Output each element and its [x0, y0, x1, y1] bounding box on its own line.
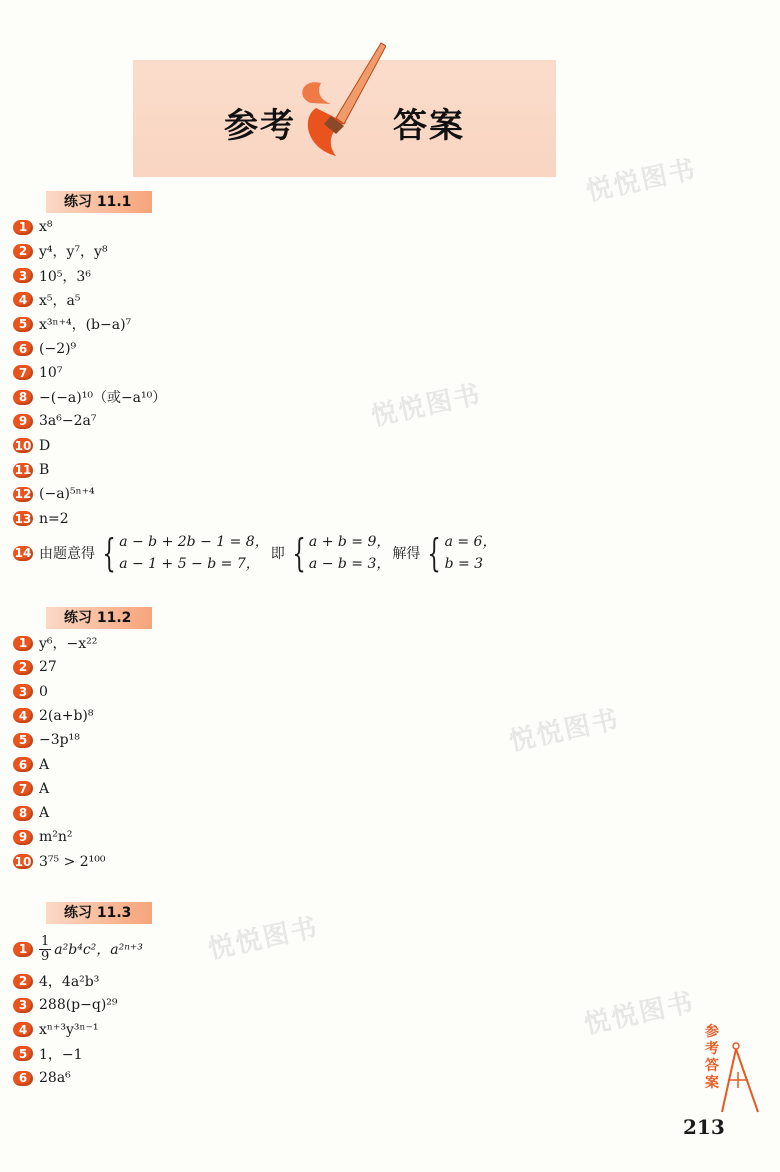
answer-number-badge: 3 [13, 268, 33, 283]
answer-text: y⁴，y⁷，y⁸ [39, 244, 108, 261]
answer-text: 28a⁶ [39, 1070, 71, 1087]
answer-text: 1，−1 [39, 1046, 83, 1063]
system-lead: 由题意得 [39, 546, 95, 562]
answer-number-badge: 8 [13, 806, 33, 821]
answer-text: 4，4a²b³ [39, 974, 100, 990]
answer-item [13, 508, 69, 530]
equation-system-1: { a − b + 2b − 1 = 8， a − 1 + 5 − b = 7， [102, 531, 269, 575]
answer-text: A [39, 756, 50, 773]
equation-line: a − b + 2b − 1 = 8， [119, 534, 269, 550]
equation-line: b = 3 [444, 556, 484, 572]
watermark: 悦悦图书 [583, 154, 700, 208]
answer-item [13, 435, 50, 457]
answer-item [13, 970, 99, 992]
answer-number-badge: 6 [13, 341, 33, 356]
compass-icon [714, 1040, 764, 1118]
answer-item [13, 656, 57, 678]
answer-text: xⁿ⁺³y³ⁿ⁻¹ [39, 1021, 99, 1038]
answer-text: A [39, 780, 50, 797]
answer-item [13, 778, 49, 800]
answer-text: 27 [39, 659, 57, 676]
answer-item [13, 289, 80, 311]
answer-number-badge: 1 [13, 942, 33, 957]
system-connector: 即 [270, 546, 285, 562]
watermark: 悦悦图书 [581, 987, 698, 1041]
answer-text: B [39, 462, 50, 478]
system-connector: 解得 [392, 546, 421, 562]
section-heading: 练习 11.2 [46, 607, 152, 629]
answer-item [13, 802, 49, 824]
answer-item [13, 1019, 99, 1041]
answer-item [13, 338, 76, 360]
answer-number-badge: 5 [13, 733, 33, 748]
answer-item [13, 754, 49, 776]
answer-number-badge: 4 [13, 292, 33, 307]
answer-text: 2(a+b)⁸ [39, 707, 94, 724]
answer-item [13, 386, 166, 408]
answer-item [13, 851, 106, 873]
title-left: 参考 [224, 106, 296, 146]
answer-text: 10⁷ [39, 364, 63, 381]
answer-item [13, 483, 95, 505]
answer-text: a²b⁴c²，a²ⁿ⁺³ [54, 942, 143, 958]
answer-item [13, 265, 91, 287]
answer-number-badge: 14 [14, 546, 32, 560]
answer-text: 288(p−q)²⁹ [39, 997, 118, 1014]
answer-number-badge: 7 [13, 781, 33, 796]
fraction-denominator: 9 [41, 948, 50, 964]
answer-item [13, 313, 131, 335]
equation-line: a − b = 3， [308, 556, 391, 572]
answer-item [13, 1067, 71, 1089]
equation-system-2: { a + b = 9， a − b = 3， [292, 531, 391, 575]
answer-item [13, 362, 62, 384]
answer-number-badge: 4 [13, 1022, 33, 1037]
answer-system-item [13, 529, 498, 577]
answer-text: n=2 [39, 510, 69, 527]
answer-text: A [39, 805, 50, 822]
answer-number-badge: 10 [14, 854, 32, 869]
paintbrush-icon [296, 38, 386, 163]
answer-item [13, 681, 48, 703]
answer-item [13, 705, 93, 727]
answer-item [13, 1043, 83, 1065]
section-heading: 练习 11.3 [46, 902, 152, 924]
answer-text: x⁸ [39, 219, 53, 235]
answer-text: −(−a)¹⁰（或−a¹⁰） [39, 390, 167, 407]
answer-text: 10⁵，3⁶ [39, 268, 91, 285]
watermark: 悦悦图书 [506, 704, 623, 758]
answer-number-badge: 5 [13, 317, 33, 332]
answer-text: 3⁷⁵ > 2¹⁰⁰ [39, 853, 106, 870]
answer-number-badge: 3 [13, 684, 33, 699]
equation-line: a + b = 9， [308, 534, 391, 550]
answer-number-badge: 2 [13, 660, 33, 675]
answer-item [13, 459, 49, 481]
answer-text: 3a⁶−2a⁷ [39, 413, 97, 430]
answer-number-badge: 5 [13, 1046, 33, 1061]
fraction [39, 935, 51, 964]
answer-number-badge: 2 [13, 244, 33, 259]
answer-number-badge: 9 [13, 830, 33, 845]
equation-system-3: { a = 6， b = 3 [427, 531, 497, 575]
answer-number-badge: 3 [13, 998, 33, 1013]
answer-item [13, 240, 108, 262]
answer-number-badge: 1 [13, 220, 33, 235]
watermark: 悦悦图书 [368, 379, 485, 433]
answer-item [13, 216, 53, 238]
answer-item [13, 729, 80, 751]
answer-item [13, 632, 97, 654]
answer-number-badge: 9 [13, 414, 33, 429]
answer-number-badge: 6 [13, 1071, 33, 1086]
page-number: 213 [683, 1115, 725, 1139]
answer-number-badge: 11 [14, 463, 32, 477]
equation-line: a = 6， [444, 534, 497, 550]
watermark: 悦悦图书 [205, 912, 322, 966]
equation-line: a − 1 + 5 − b = 7， [119, 556, 260, 572]
side-section-label: 参考答案 [705, 1024, 719, 1091]
answer-number-badge: 12 [14, 487, 32, 502]
title-right: 答案 [393, 106, 465, 146]
answer-item [13, 934, 143, 964]
answer-number-badge: 6 [13, 757, 33, 772]
answer-item [13, 410, 96, 432]
answer-text: (−2)⁹ [39, 340, 77, 357]
answer-item [13, 994, 118, 1016]
answer-text: −3p¹⁸ [39, 732, 80, 749]
answer-text: y⁶，−x²² [39, 636, 98, 652]
answer-text: (−a)⁵ⁿ⁺⁴ [39, 486, 95, 503]
answer-number-badge: 7 [13, 365, 33, 380]
fraction-numerator: 1 [41, 933, 50, 949]
answer-number-badge: 13 [14, 511, 32, 526]
answer-item [13, 826, 73, 848]
answer-number-badge: 2 [13, 974, 33, 989]
answer-number-badge: 4 [13, 708, 33, 723]
section-heading: 练习 11.1 [46, 191, 152, 213]
answer-number-badge: 8 [13, 390, 33, 405]
answer-number-badge: 10 [14, 438, 32, 453]
answer-text: x³ⁿ⁺⁴，(b−a)⁷ [39, 317, 132, 334]
answer-number-badge: 1 [13, 636, 33, 651]
answer-text: D [39, 437, 51, 454]
answer-text: x⁵，a⁵ [39, 292, 81, 309]
answer-text: 0 [39, 683, 48, 700]
answer-text: m²n² [39, 829, 73, 846]
